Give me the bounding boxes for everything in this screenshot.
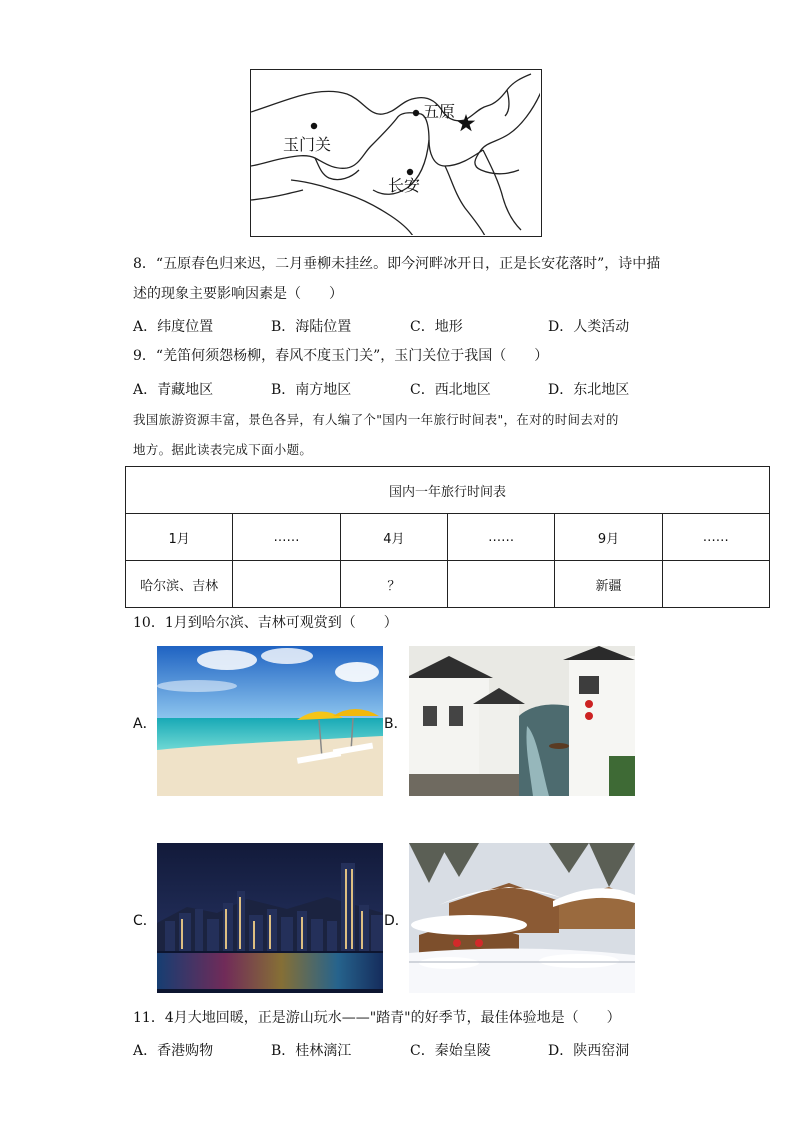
- q8-option-d[interactable]: D．人类活动: [548, 319, 630, 335]
- q9-option-a[interactable]: A．青藏地区: [133, 382, 214, 398]
- travel-timetable: [125, 466, 770, 608]
- table-cell-month: 9月: [555, 514, 662, 561]
- q11-stem: 11．4月大地回暖，正是游山玩水——"踏青"的好季节，最佳体验地是（ ）: [133, 1010, 621, 1026]
- q10-option-d-label[interactable]: D．: [384, 913, 409, 929]
- table-cell-month: ……: [447, 514, 554, 561]
- table-cell-month: 4月: [340, 514, 447, 561]
- q9-option-c[interactable]: C．西北地区: [410, 382, 491, 398]
- table-title: 国内一年旅行时间表: [126, 467, 770, 514]
- map-label-changan: 长安: [388, 176, 421, 195]
- table-row-places: [126, 561, 770, 608]
- table-cell-place: [233, 561, 340, 608]
- china-route-map: [250, 69, 542, 237]
- snow-village-image[interactable]: [409, 843, 635, 993]
- q10-option-a-label[interactable]: A．: [133, 716, 157, 732]
- q8-option-a[interactable]: A．纬度位置: [133, 319, 214, 335]
- q8-stem-line2: 述的现象主要影响因素是（ ）: [133, 286, 343, 302]
- table-cell-place: [662, 561, 769, 608]
- water-town-image[interactable]: [409, 646, 635, 796]
- q9-option-b[interactable]: B．南方地区: [271, 382, 352, 398]
- q11-option-b[interactable]: B．桂林漓江: [271, 1043, 352, 1059]
- q11-option-d[interactable]: D．陕西窑洞: [548, 1043, 630, 1059]
- q11-option-a[interactable]: A．香港购物: [133, 1043, 214, 1059]
- q10-option-b-label[interactable]: B．: [384, 716, 408, 732]
- q10-option-c-label[interactable]: C．: [133, 913, 157, 929]
- table-cell-month: ……: [233, 514, 340, 561]
- table-cell-place: [447, 561, 554, 608]
- city-night-image[interactable]: [157, 843, 383, 993]
- map-label-wuyuan: 五原: [423, 102, 456, 121]
- q9-option-d[interactable]: D．东北地区: [548, 382, 630, 398]
- map-label-yumenguan: 玉门关: [283, 135, 332, 154]
- q11-option-c[interactable]: C．秦始皇陵: [410, 1043, 491, 1059]
- table-row-months: [126, 514, 770, 561]
- table-cell-month: 1月: [126, 514, 233, 561]
- table-cell-place: 哈尔滨、吉林: [126, 561, 233, 608]
- q8-option-b[interactable]: B．海陆位置: [271, 319, 352, 335]
- q9-stem: 9．“羌笛何须怨杨柳，春风不度玉门关”，玉门关位于我国（ ）: [133, 348, 549, 364]
- intro-line1: 我国旅游资源丰富，景色各异，有人编了个"国内一年旅行时间表"，在对的时间去对的: [133, 412, 619, 427]
- q8-option-c[interactable]: C．地形: [410, 319, 463, 335]
- table-cell-place: ？: [340, 561, 447, 608]
- beach-image[interactable]: [157, 646, 383, 796]
- intro-line2: 地方。据此读表完成下面小题。: [133, 442, 313, 457]
- q8-stem-line1: 8．“五原春色归来迟，二月垂柳未挂丝。即今河畔冰开日，正是长安花落时”，诗中描: [133, 256, 661, 272]
- table-cell-place: 新疆: [555, 561, 662, 608]
- table-cell-month: ……: [662, 514, 769, 561]
- q10-stem: 10．1月到哈尔滨、吉林可观赏到（ ）: [133, 615, 398, 631]
